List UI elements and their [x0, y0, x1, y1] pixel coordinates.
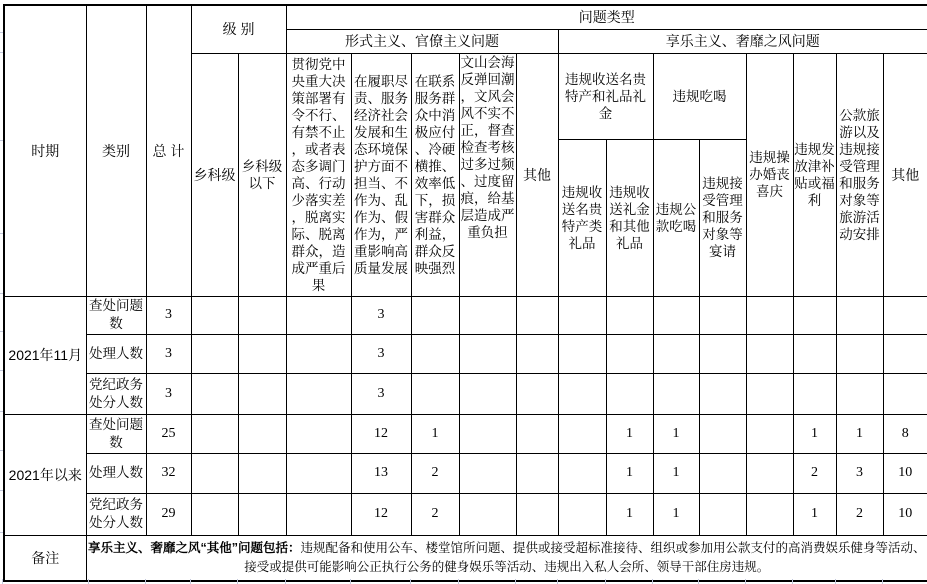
data-cell[interactable] [558, 373, 606, 414]
data-cell[interactable]: 1 [653, 493, 699, 535]
sheet-gridline-ticks-left [0, 32, 3, 33]
header-formalism-other-cell[interactable]: 其他 [516, 53, 558, 296]
header-wedding-funeral-cell[interactable]: 违规操办婚丧喜庆 [746, 53, 793, 296]
data-cell[interactable] [746, 493, 793, 535]
header-dining-sub1-cell[interactable]: 违规公款吃喝 [653, 140, 699, 296]
category-cell[interactable]: 党纪政务处分人数 [86, 493, 146, 535]
data-cell[interactable] [653, 296, 699, 334]
data-cell[interactable]: 3 [146, 296, 191, 334]
data-cell[interactable] [516, 373, 558, 414]
data-cell[interactable] [459, 493, 516, 535]
data-cell[interactable]: 12 [351, 493, 411, 535]
category-cell[interactable]: 处理人数 [86, 334, 146, 373]
data-cell[interactable]: 10 [883, 493, 927, 535]
data-cell[interactable]: 1 [653, 414, 699, 453]
data-cell[interactable] [606, 373, 653, 414]
data-cell[interactable]: 3 [836, 453, 883, 493]
data-cell[interactable] [883, 334, 927, 373]
data-cell[interactable] [699, 334, 746, 373]
data-cell[interactable] [746, 453, 793, 493]
header-hedonism-other-cell[interactable]: 其他 [883, 53, 927, 296]
data-cell[interactable]: 1 [606, 453, 653, 493]
data-cell[interactable] [191, 296, 238, 334]
data-cell[interactable] [459, 296, 516, 334]
data-cell[interactable] [516, 334, 558, 373]
data-cell[interactable] [516, 296, 558, 334]
remark-body-text: 违规配备和使用公车、楼堂馆所问题、提供或接受超标准接待、组织或参加用公款支付的高消费娱乐健身等活动、接受或提供可能影响公正执行公务的健身娱乐等活动、违规出入私人会所、领导干部住房违规。 [244, 540, 926, 574]
header-category-cell[interactable]: 类别 [86, 5, 146, 296]
data-cell[interactable]: 1 [793, 414, 836, 453]
data-cell[interactable] [793, 296, 836, 334]
data-cell[interactable] [883, 373, 927, 414]
data-cell[interactable] [699, 373, 746, 414]
data-cell[interactable] [238, 414, 286, 453]
data-cell[interactable]: 1 [793, 493, 836, 535]
remark-text-cell[interactable] [86, 535, 927, 581]
data-cell[interactable]: 13 [351, 453, 411, 493]
data-cell[interactable]: 2 [793, 453, 836, 493]
header-total-cell[interactable]: 总 计 [146, 5, 191, 296]
data-cell[interactable] [793, 373, 836, 414]
header-gift-group-cell[interactable]: 违规收送名贵特产和礼品礼金 [558, 53, 653, 140]
header-formalism-col4-text: 文山会海反弹回潮，文风会风不实不正，督查检查考核过多过频、过度留痕，给基层造成严重负担 [460, 54, 515, 240]
data-cell[interactable] [516, 453, 558, 493]
header-township-level-cell[interactable]: 乡科级 [191, 53, 238, 296]
header-below-township-level-cell[interactable]: 乡科级以下 [238, 53, 286, 296]
data-cell[interactable]: 3 [146, 373, 191, 414]
header-formalism-col3-cell[interactable]: 在联系服务群众中消极应付、冷硬横推、效率低下，损害群众利益，群众反映强烈 [411, 53, 459, 296]
data-cell[interactable] [459, 334, 516, 373]
data-cell[interactable] [286, 414, 351, 453]
data-cell[interactable]: 1 [653, 453, 699, 493]
data-cell[interactable]: 25 [146, 414, 191, 453]
data-cell[interactable] [238, 373, 286, 414]
header-gift-sub2-cell[interactable]: 违规收送礼金和其他礼品 [606, 140, 653, 296]
header-formalism-col4-cell[interactable] [459, 53, 516, 296]
data-cell[interactable] [238, 453, 286, 493]
data-cell[interactable] [411, 373, 459, 414]
data-cell[interactable]: 1 [411, 414, 459, 453]
header-level-cell[interactable]: 级 别 [191, 5, 286, 53]
data-cell[interactable] [191, 334, 238, 373]
data-cell[interactable] [699, 296, 746, 334]
data-cell[interactable]: 10 [883, 453, 927, 493]
data-cell[interactable] [836, 373, 883, 414]
data-cell[interactable] [459, 414, 516, 453]
data-cell[interactable] [558, 453, 606, 493]
data-cell[interactable] [746, 334, 793, 373]
header-travel-cell[interactable]: 公款旅游以及违规接受管理和服务对象等旅游活动安排 [836, 53, 883, 296]
data-cell[interactable] [191, 373, 238, 414]
data-cell[interactable] [286, 453, 351, 493]
category-cell[interactable]: 处理人数 [86, 453, 146, 493]
data-cell[interactable] [191, 414, 238, 453]
period-cell[interactable]: 2021年以来 [4, 414, 86, 535]
data-cell[interactable] [191, 493, 238, 535]
header-allowance-cell[interactable]: 违规发放津补贴或福利 [793, 53, 836, 296]
data-cell[interactable]: 1 [606, 493, 653, 535]
data-cell[interactable] [411, 296, 459, 334]
category-cell[interactable]: 党纪政务处分人数 [86, 373, 146, 414]
data-cell[interactable] [558, 296, 606, 334]
data-cell[interactable] [746, 373, 793, 414]
data-cell[interactable]: 3 [351, 373, 411, 414]
data-cell[interactable] [558, 414, 606, 453]
data-cell[interactable]: 2 [411, 453, 459, 493]
data-cell[interactable]: 8 [883, 414, 927, 453]
data-cell[interactable] [699, 493, 746, 535]
header-hedonism-group-cell[interactable]: 享乐主义、奢靡之风问题 [558, 29, 927, 53]
data-cell[interactable]: 1 [606, 414, 653, 453]
remark-label-cell[interactable]: 备注 [4, 535, 86, 581]
data-cell[interactable] [411, 334, 459, 373]
data-cell[interactable]: 3 [146, 334, 191, 373]
period-cell[interactable]: 2021年11月 [4, 296, 86, 414]
data-cell[interactable] [459, 453, 516, 493]
header-dining-group-cell[interactable]: 违规吃喝 [653, 53, 746, 140]
data-cell[interactable]: 1 [836, 414, 883, 453]
data-cell[interactable] [606, 296, 653, 334]
data-cell[interactable] [459, 373, 516, 414]
data-cell[interactable] [653, 373, 699, 414]
data-cell[interactable]: 12 [351, 414, 411, 453]
header-period-cell[interactable]: 时期 [4, 5, 86, 296]
data-cell[interactable] [558, 334, 606, 373]
data-cell[interactable] [699, 453, 746, 493]
data-cell[interactable] [883, 296, 927, 334]
header-formalism-col2-cell[interactable]: 在履职尽责、服务经济社会发展和生态环境保护方面不担当、不作为、乱作为、假作为，严重影响高质量发展 [351, 53, 411, 296]
data-cell[interactable] [238, 296, 286, 334]
data-cell[interactable] [238, 493, 286, 535]
sheet-gridline-ticks-bottom [2, 579, 3, 584]
remark-lead-text: 享乐主义、奢靡之风“其他”问题包括： [88, 540, 301, 555]
category-cell[interactable]: 查处问题数 [86, 296, 146, 334]
data-cell[interactable] [191, 453, 238, 493]
data-cell[interactable] [286, 493, 351, 535]
header-formalism-col1-cell[interactable]: 贯彻党中央重大决策部署有令不行、有禁不止，或者表态多调门高、行动少落实差，脱离实际、脱离群众，造成严重后果 [286, 53, 351, 296]
data-cell[interactable] [746, 414, 793, 453]
data-cell[interactable] [516, 493, 558, 535]
data-cell[interactable] [286, 296, 351, 334]
data-cell[interactable] [836, 296, 883, 334]
data-cell[interactable]: 2 [836, 493, 883, 535]
data-cell[interactable] [653, 334, 699, 373]
data-cell[interactable] [793, 334, 836, 373]
data-cell[interactable]: 2 [411, 493, 459, 535]
data-cell[interactable]: 3 [351, 334, 411, 373]
data-cell[interactable] [558, 493, 606, 535]
data-cell[interactable] [516, 414, 558, 453]
data-cell[interactable]: 3 [351, 296, 411, 334]
data-cell[interactable] [746, 296, 793, 334]
header-gift-sub1-cell[interactable]: 违规收送名贵特产类礼品 [558, 140, 606, 296]
data-cell[interactable] [238, 334, 286, 373]
data-cell[interactable]: 32 [146, 453, 191, 493]
data-cell[interactable] [699, 414, 746, 453]
data-cell[interactable]: 29 [146, 493, 191, 535]
header-dining-sub2-cell[interactable]: 违规接受管理和服务对象等宴请 [699, 140, 746, 296]
data-cell[interactable] [836, 334, 883, 373]
header-problem-type-cell[interactable]: 问题类型 [286, 5, 927, 29]
discipline-report-table [3, 4, 927, 582]
data-cell[interactable] [606, 334, 653, 373]
header-formalism-group-cell[interactable]: 形式主义、官僚主义问题 [286, 29, 558, 53]
category-cell[interactable]: 查处问题数 [86, 414, 146, 453]
data-cell[interactable] [286, 334, 351, 373]
data-cell[interactable] [286, 373, 351, 414]
